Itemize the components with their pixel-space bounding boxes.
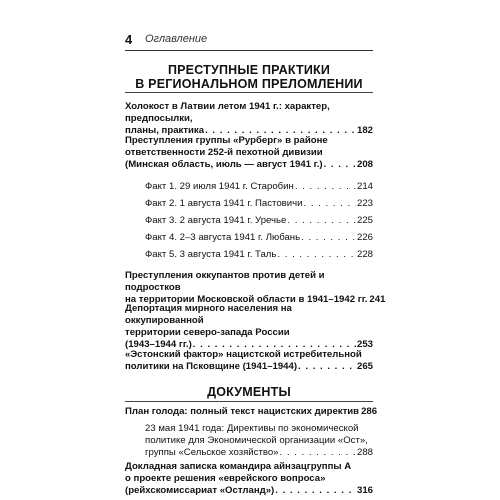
toc-entry-line: «Эстонский фактор» нацистской истребительной — [125, 349, 362, 360]
toc-page-number: 286 — [361, 406, 378, 417]
section-title-line: В РЕГИОНАЛЬНОМ ПРЕЛОМЛЕНИИ — [135, 77, 363, 91]
toc-page-number: 265 — [356, 361, 373, 372]
toc-entry-line: Докладная записка командира айнзацгруппы А — [125, 461, 352, 472]
toc-entry-line: планы, практика — [125, 125, 205, 136]
toc-entry-line: Факт 2. 1 августа 1941 г. Пастовичи — [145, 198, 303, 209]
toc-entry-line: Факт 4. 2–3 августа 1941 г. Любань — [145, 232, 301, 243]
toc-entry-line: политики на Псковщине (1941–1944) — [125, 361, 298, 372]
toc-subentry[interactable] — [145, 215, 373, 227]
toc-entry-line: Факт 1. 29 июля 1941 г. Старобин — [145, 181, 294, 192]
toc-page-number: 241 — [369, 294, 386, 305]
toc-subentry[interactable] — [145, 181, 373, 193]
toc-page-number: 253 — [356, 339, 373, 350]
page-header — [125, 30, 373, 51]
toc-entry-line: на территории Московской области в 1941–1942 гг. — [125, 294, 368, 305]
page-number: 4 — [125, 32, 133, 47]
toc-page-number: 226 — [356, 232, 373, 243]
toc-entry-line: группы «Сельское хозяйство» — [145, 447, 279, 458]
toc-page-number: 225 — [356, 215, 373, 226]
leader-dots — [304, 198, 356, 210]
leader-dots — [324, 159, 356, 171]
leader-dots — [287, 215, 356, 227]
toc-entry-line: Преступления оккупантов против детей и подростков — [125, 270, 325, 293]
toc-entry[interactable] — [125, 135, 373, 171]
toc-entry-line: Факт 3. 2 августа 1941 г. Уречье — [145, 215, 287, 226]
toc-subentry[interactable] — [145, 232, 373, 244]
leader-dots — [275, 485, 356, 497]
section-divider — [125, 92, 373, 93]
leader-dots — [301, 232, 356, 244]
toc-entry-line: Депортация мирного населения на оккупированной — [125, 303, 292, 326]
toc-subentry[interactable] — [145, 423, 373, 459]
toc-entry-line: территории северо-запада России — [125, 327, 290, 338]
toc-entry-line: (рейхскомиссариат «Остланд») — [125, 485, 275, 496]
toc-entry-line: Преступления группы «Рурберг» в районе — [125, 135, 328, 146]
section-title — [125, 385, 373, 399]
toc-page-number: 288 — [356, 447, 373, 458]
toc-entry-line: ответственности 252-й пехотной дивизии — [125, 147, 323, 158]
running-title: Оглавление — [145, 33, 208, 45]
toc-page-number: 208 — [356, 159, 373, 170]
toc-entry-line: политике для Экономической организации «Ост», — [145, 435, 368, 446]
toc-subentry[interactable] — [145, 198, 373, 210]
toc-entry[interactable] — [125, 270, 386, 306]
leader-dots — [298, 361, 356, 373]
leader-dots — [277, 249, 356, 261]
toc-page-number: 223 — [356, 198, 373, 209]
toc-page-number: 214 — [356, 181, 373, 192]
toc-entry-line: (Минская область, июль — август 1941 г.) — [125, 159, 323, 170]
toc-entry-line: Факт 5. 3 августа 1941 г. Таль — [145, 249, 277, 260]
leader-dots — [280, 447, 356, 459]
toc-entry[interactable] — [125, 303, 373, 351]
section-title-line: ПРЕСТУПНЫЕ ПРАКТИКИ — [167, 63, 331, 77]
toc-subentry[interactable] — [145, 249, 373, 261]
toc-entry[interactable] — [125, 101, 373, 137]
toc-entry-line: Холокост в Латвии летом 1941 г.: характер, предпосылки, — [125, 101, 330, 124]
toc-entry[interactable] — [125, 461, 373, 497]
section-divider — [125, 401, 373, 402]
leader-dots — [295, 181, 356, 193]
toc-entry-line: 23 мая 1941 года: Директивы по экономической — [145, 423, 359, 434]
toc-entry-line: План голода: полный текст нацистских директив — [125, 406, 360, 417]
section-title — [125, 63, 373, 91]
toc-entry[interactable] — [125, 406, 378, 418]
toc-page-number: 182 — [356, 125, 373, 136]
section-title-line: ДОКУМЕНТЫ — [207, 385, 291, 399]
toc-entry-line: о проекте решения «еврейского вопроса» — [125, 473, 326, 484]
toc-entry[interactable] — [125, 349, 373, 373]
toc-entry-line: (1943–1944 гг.) — [125, 339, 192, 350]
toc-page-number: 316 — [356, 485, 373, 496]
toc-page-number: 228 — [356, 249, 373, 260]
